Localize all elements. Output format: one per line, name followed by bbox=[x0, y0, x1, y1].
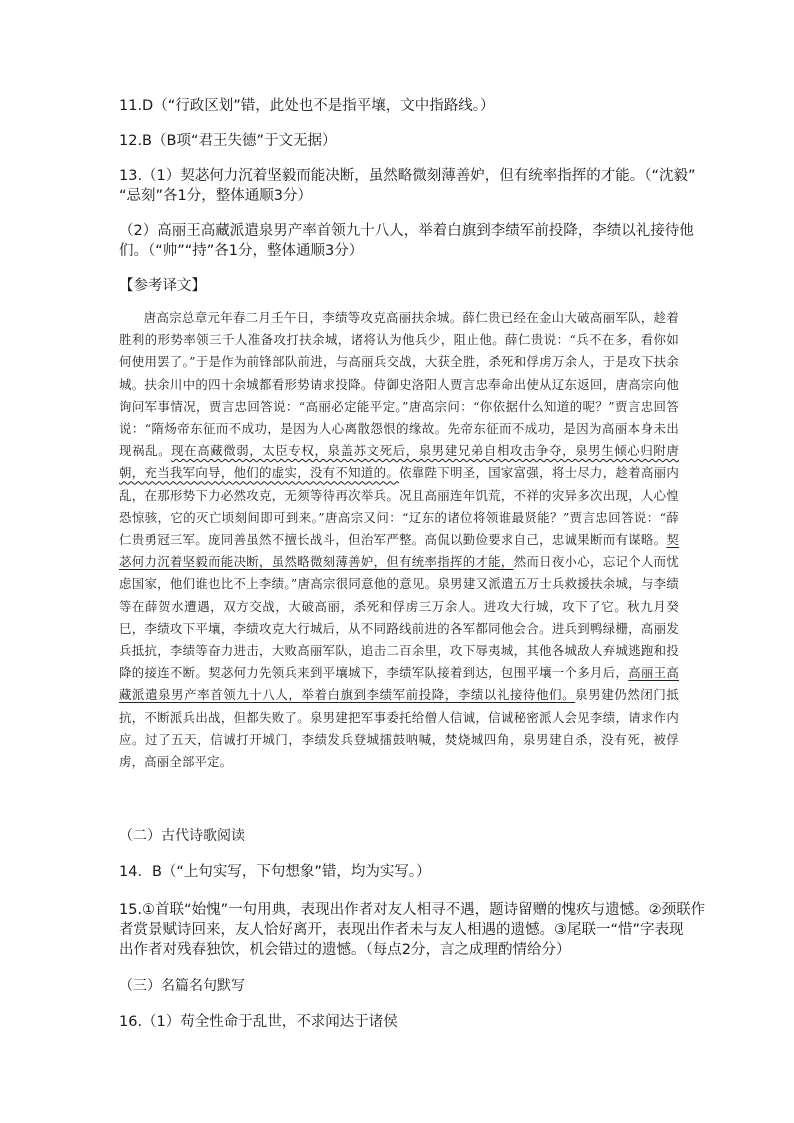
translation-paragraph bbox=[119, 307, 679, 773]
translation-text-4: 泉男建仍然闭门抵抗，不断派兵出战，但都失败了。泉男建把军事委托给僧人信诚，信诚秘密派人会见李绩，请求作内应。过了五天，信诚打开城门，李绩发兵登城擂鼓呐喊，焚烧城四角，泉男建自杀，没有死，被俘虏，高丽全部平定。 bbox=[119, 687, 679, 770]
answer-q16: 16.（1）苟全性命于乱世，不求闻达于诸侯 bbox=[119, 1014, 398, 1030]
translation-underlined-2: 契苾何力沉着坚毅而能决断，虽然略微刻薄善妒，但有统率指挥的才能， bbox=[119, 532, 679, 570]
answer-q13-1-line1: 13.（1）契苾何力沉着坚毅而能决断，虽然略微刻薄善妒，但有统率指挥的才能。（“沈毅” bbox=[119, 168, 696, 184]
section-heading-poetry: （二）古代诗歌阅读 bbox=[119, 828, 245, 844]
translation-underlined-3: 高丽王高藏派遣泉男产率首领九十八人，举着白旗到李绩军前投降，李绩以礼接待他们。 bbox=[119, 665, 680, 703]
reference-translation-body bbox=[119, 307, 679, 773]
answer-q14: 14．B（“上句实写，下句想象”错，均为实写。） bbox=[119, 864, 431, 880]
answer-q11: 11.D（“行政区划”错，此处也不是指平壤，文中指路线。） bbox=[119, 98, 495, 114]
answer-q12: 12.B（B项“君王失德”于文无据） bbox=[119, 133, 337, 149]
reference-translation-heading: 【参考译文】 bbox=[119, 278, 206, 294]
translation-text-3: 然而日夜小心，忘记个人而忧虑国家，他们谁也比不上李绩。”唐高宗很同意他的意见。泉男建又派遣五万士兵救援扶余城，与李绩等在薛贺水遭遇，双方交战，大破高丽，杀死和俘虏三万余人。进攻大行城，攻下了它。秋九月癸巳，李绩攻下平壤，李绩攻克大行城后，从不同路线前进的各军都同他会合。进兵到鸭绿栅，高丽发兵抵抗，李绩等奋力进击，大败高丽军队，追击二百余里，攻下辱夷城，其他各城敌人弃城逃跑和投降的接连不断。契苾何力先领兵来到平壤城下，李绩军队接着到达，包围平壤一个多月后， bbox=[119, 554, 679, 681]
answer-q15-line2: 者赏景赋诗回来，友人恰好离开，表现出作者未与友人相遇的遗憾。③尾联一“惜”字表现 bbox=[119, 922, 684, 938]
translation-text-1: 唐高宗总章元年春二月壬午日，李绩等攻克高丽扶余城。薛仁贵已经在金山大破高丽军队，趁着胜利的形势率领三千人准备攻打扶余城，诸将认为他兵少，阻止他。薛仁贵说：“兵不在多，看你如何使用罢了。”于是作为前锋部队前进，与高丽兵交战，大获全胜，杀死和俘虏万余人，于是攻下扶余城。扶余川中的四十余城都看形势请求投降。侍御史洛阳人贾言忠奉命出使从辽东返回，唐高宗向他询问军事情况，贾言忠回答说：“高丽必定能平定。”唐高宗问：“你依据什么知道的呢？”贾言忠回答说：“隋炀帝东征而不成功，是因为人心离散怨恨的缘故。先帝东征而不成功，是因为高丽本身未出现祸乱。 bbox=[119, 310, 679, 459]
translation-text-2: 依靠陛下明圣，国家富强，将士尽力，趁着高丽内乱，在那形势下力必然攻克，无须等待再次举兵。况且高丽连年饥荒，不祥的灾异多次出现，人心惶恐惊骇，它的灭亡顷刻间即可到来。”唐高宗又问：“辽东的诸位将领谁最贤能？”贾言忠回答说：“薛仁贵勇冠三军。庞同善虽然不擅长战斗，但治军严整。高侃以勤俭要求自己，忠诚果断而有谋略。 bbox=[119, 465, 680, 548]
answer-q15-line3: 出作者对残春独饮，机会错过的遗憾。（每点2分，言之成理酌情给分） bbox=[119, 942, 571, 958]
answer-q13-2-line1: （2）高丽王高藏派遣泉男产率首领九十八人，举着白旗到李绩军前投降，李绩以礼接待他 bbox=[119, 223, 694, 239]
section-heading-recitation: （三）名篇名句默写 bbox=[119, 978, 245, 994]
answer-q15-line1: 15.①首联“始愧”一句用典，表现出作者对友人相寻不遇，题诗留赠的愧疚与遗憾。②颈联作 bbox=[119, 902, 706, 918]
answer-q13-1-line2: “忌刻”各1分，整体通顺3分） bbox=[119, 188, 312, 204]
translation-underlined-1: 现在高藏微弱，太臣专权，泉盖苏文死后，泉男建兄弟自相攻击争夺，泉男生倾心归附唐朝，充当我军向导，他们的虚实，没有不知道的。 bbox=[119, 443, 679, 481]
answer-q13-2-line2: 们。（“帅”“持”各1分，整体通顺3分） bbox=[119, 243, 364, 259]
